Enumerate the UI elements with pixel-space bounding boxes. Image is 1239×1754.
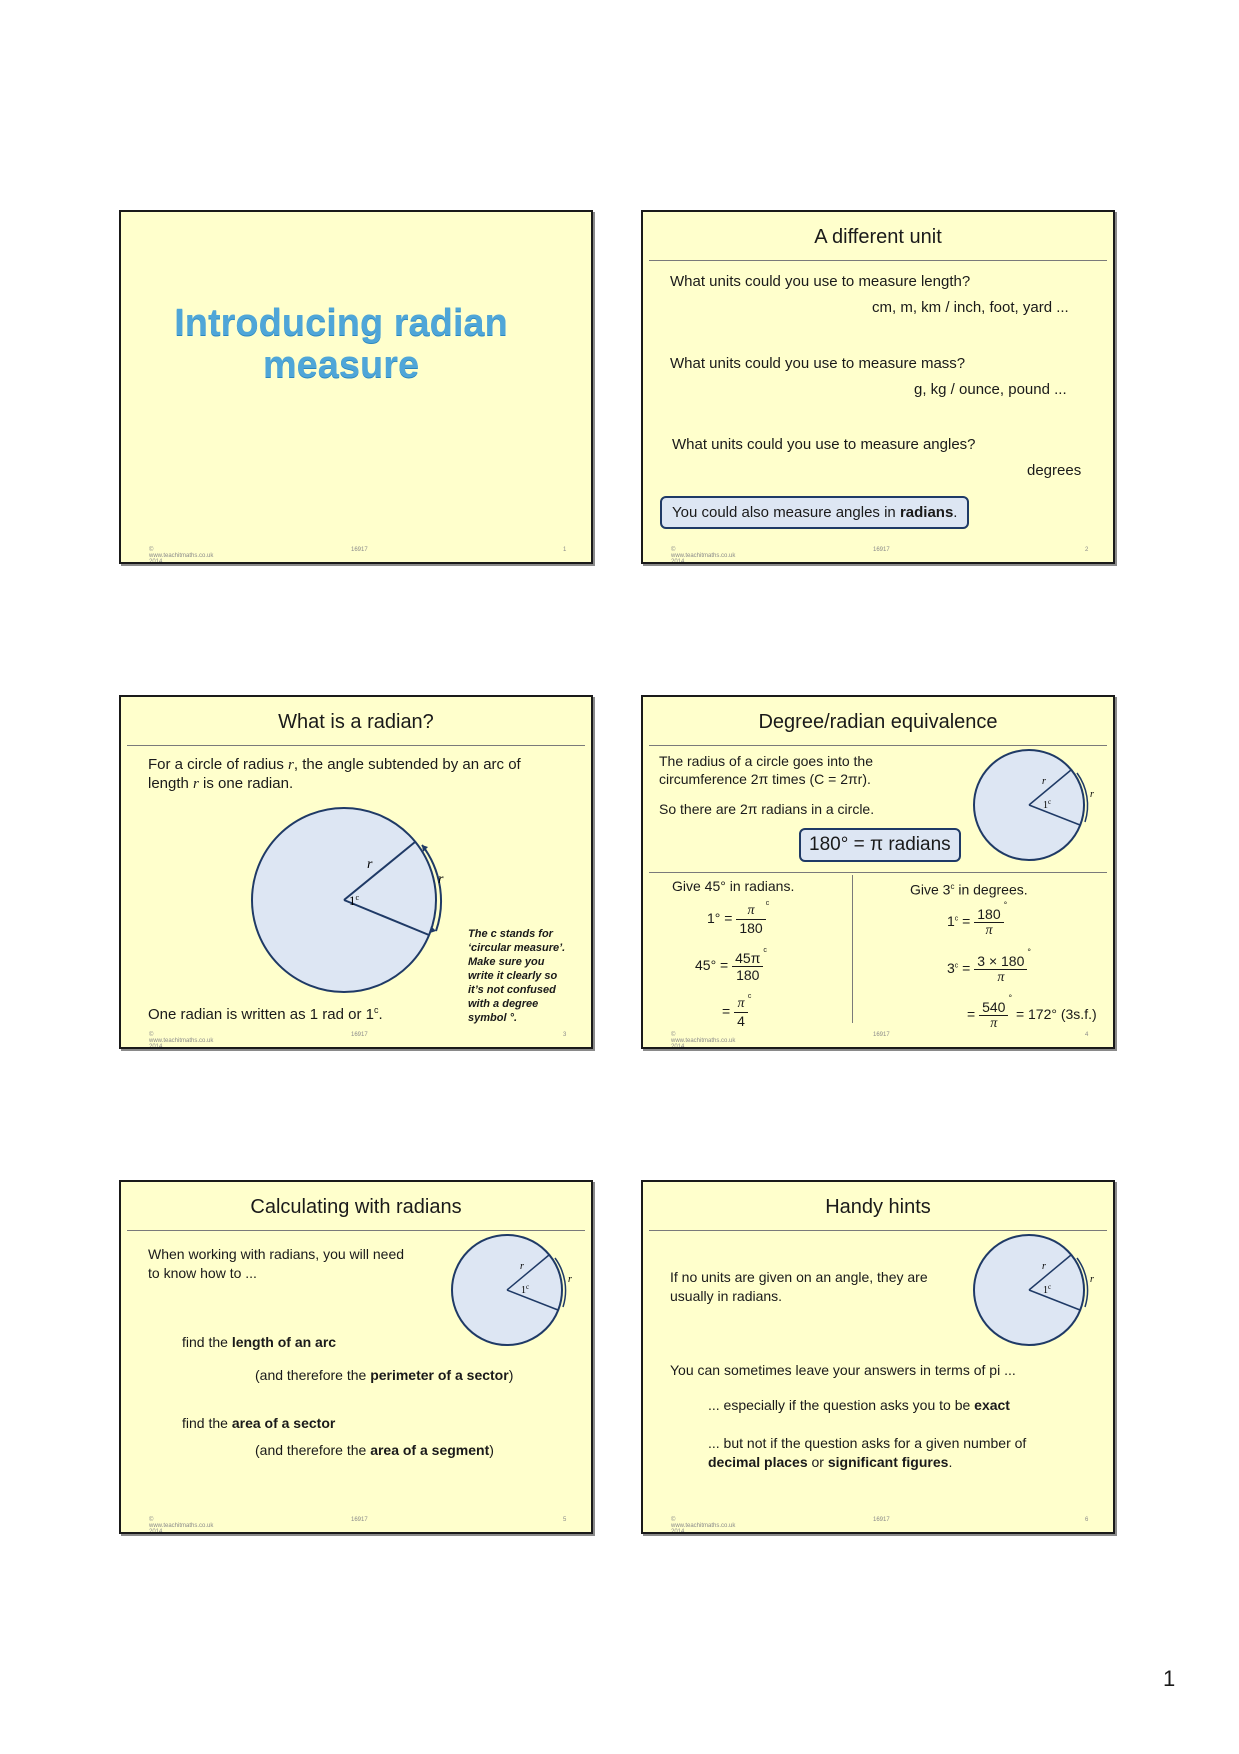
fraction: $\frac{180}{\pi}$ — [974, 906, 1003, 939]
hint-exact: ... especially if the question asks you to be exact — [708, 1397, 1010, 1413]
equation-1-rad-to-deg: $1^c$ = $\frac{180}{\pi}$ ° — [947, 900, 1008, 938]
page-number: 1 — [1163, 1666, 1176, 1691]
item-sector-perimeter: (and therefore the perimeter of a sector) — [255, 1367, 514, 1383]
radius-label: r — [1042, 776, 1046, 787]
slide-3: What is a radian? For a circle of radius r, the angle subtended by an arc of length r is one radian. r r 1$^c$ The c stands for ‘circular measure’. Make sure you write it clearly so it’s not confused with a degree symbol °. One radian is written as 1 rad or 1$^c$. © www.teachitmaths.co.uk 2014 16917 3 — [119, 695, 593, 1049]
slide-title: What is a radian? — [278, 711, 434, 733]
arc-label: r — [438, 872, 444, 887]
equation-3-rad: $3^c$ = $\frac{3 \times 180}{\pi}$ ° — [947, 947, 1031, 985]
item-segment-area: (and therefore the area of a segment) — [255, 1442, 494, 1458]
question-mass: What units could you use to measure mass? — [670, 355, 966, 372]
arc-label: r — [1090, 789, 1094, 800]
fraction: $\frac{540}{\pi}$ — [979, 999, 1008, 1032]
radian-circle-small — [451, 1234, 591, 1354]
hint-default-units: If no units are given on an angle, they are usually in radians. — [670, 1269, 928, 1304]
angle-label: 1$^c$ — [521, 1283, 530, 1296]
arc-label: r — [1090, 1274, 1094, 1285]
intro-text: When working with radians, you will need to know how to ... — [148, 1246, 405, 1281]
hint-terms-of-pi: You can sometimes leave your answers in terms of pi ... — [670, 1362, 1016, 1378]
answer-angles: degrees — [1027, 462, 1082, 479]
slide-title: Handy hints — [825, 1196, 931, 1218]
slide-title: Degree/radian equivalence — [758, 711, 998, 733]
radius-label: r — [367, 857, 373, 872]
example-left-heading: Give 45° in radians. — [672, 878, 795, 894]
hint-decimal-places: ... but not if the question asks for a given number of decimal places or significant figures. — [708, 1435, 1027, 1470]
angle-label: 1$^c$ — [349, 893, 360, 908]
item-sector-area: find the area of a sector — [182, 1415, 336, 1431]
slide-title: A different unit — [814, 226, 942, 248]
question-length: What units could you use to measure length? — [670, 273, 971, 290]
presentation-title: Introducing radian measure — [174, 302, 508, 386]
radian-circle-diagram — [251, 807, 451, 1007]
title-divider — [649, 745, 1107, 746]
section-divider — [649, 872, 1107, 873]
title-divider — [649, 1230, 1107, 1231]
radians-callout: You could also measure angles in radians. — [660, 496, 969, 529]
slide-5: Calculating with radians When working with radians, you will need to know how to ... r r 1$^c$ find the length of an arc (and therefore the perimeter of a sector) find the area of a sector (and therefore the area of a segment) © www.teachitmaths.co.uk 2014 16917 5 — [119, 1180, 593, 1534]
title-divider — [649, 260, 1107, 261]
fraction: $\frac{\pi}{4}$ — [734, 996, 748, 1029]
radius-label: r — [520, 1261, 524, 1272]
slide-6: Handy hints r r 1$^c$ If no units are given on an angle, they are usually in radians. You can sometimes leave your answers in terms of pi ... ... especially if the question asks you to be exact ... but not if the question asks for a given number of decimal places or significant figures. © www.teachitmaths.co.uk 2014 16917 6 — [641, 1180, 1115, 1534]
title-divider — [127, 745, 585, 746]
equation-pi-over-4: = $\frac{\pi}{4}$ $^c$ — [722, 993, 752, 1029]
slide-4: Degree/radian equivalence The radius of a circle goes into the circumference 2π times (C = 2πr). So there are 2π radians in a circle. r r 1$^c$ 180° = π radians Give 45° in radians. Give 3$^c$ in degrees. 1° = $\frac{\pi}{180}$ $^c$ 45° = $\frac{45\pi}{180}$ $^c$ = $\frac{\pi}{4}$ $^c$ $1^c$ = $\frac{180}{\pi}$ ° $3^c$ = $\frac{3 \times 180}{\pi}$ ° = $\frac{540}{\pi}$ ° = 172° (3s.f.) © www.teachitmaths.co.uk 2014 16917 4 — [641, 695, 1115, 1049]
definition-line-1: For a circle of radius r, the angle subtended by an arc of — [148, 756, 521, 773]
radius-label: r — [1042, 1261, 1046, 1272]
arc-label: r — [568, 1274, 572, 1285]
title-divider — [127, 1230, 585, 1231]
fraction: $\frac{3 \times 180}{\pi}$ — [974, 953, 1027, 986]
radian-circle-small — [973, 1234, 1113, 1354]
equivalence-callout: 180° = π radians — [799, 828, 961, 862]
question-angles: What units could you use to measure angles? — [672, 436, 976, 453]
slide-1: Introducing radian measure © www.teachitmaths.co.uk 2014 16917 1 — [119, 210, 593, 564]
answer-mass: g, kg / ounce, pound ... — [914, 381, 1067, 398]
fraction: $\frac{45\pi}{180}$ — [732, 950, 763, 983]
column-divider — [852, 875, 853, 1023]
slide-2: A different unit What units could you use to measure length? cm, m, km / inch, foot, yard ... What units could you use to measure mass? g, kg / ounce, pound ... What units could you use to measure angles? degrees You could also measure angles in radians. © www.teachitmaths.co.uk 2014 16917 2 — [641, 210, 1115, 564]
radian-circle-small — [973, 749, 1113, 869]
circular-measure-note: The c stands for ‘circular measure’. Make sure you write it clearly so it’s not confused with a degree symbol °. — [468, 928, 566, 1024]
arrow-head-bottom — [430, 926, 436, 933]
angle-label: 1$^c$ — [1043, 1283, 1052, 1296]
example-right-heading: Give 3$^c$ in degrees. — [910, 881, 1028, 898]
circumference-text: The radius of a circle goes into the circumference 2π times (C = 2πr). — [659, 753, 874, 787]
definition-line-2: length r is one radian. — [148, 775, 294, 792]
two-pi-text: So there are 2π radians in a circle. — [659, 801, 875, 817]
equation-45-deg: 45° = $\frac{45\pi}{180}$ $^c$ — [695, 947, 767, 983]
hint-decimal-places-line-2: decimal places or significant figures. — [708, 1454, 953, 1470]
fraction: $\frac{\pi}{180}$ — [736, 903, 765, 936]
equation-540-over-pi: = $\frac{540}{\pi}$ ° = 172° (3s.f.) — [967, 993, 1097, 1031]
equation-1-deg-to-rad: 1° = $\frac{\pi}{180}$ $^c$ — [707, 900, 770, 936]
slide-title: Calculating with radians — [250, 1196, 462, 1218]
answer-length: cm, m, km / inch, foot, yard ... — [872, 299, 1069, 316]
angle-label: 1$^c$ — [1043, 798, 1052, 811]
notation-text: One radian is written as 1 rad or 1$^c$. — [148, 1005, 383, 1023]
item-arc-length: find the length of an arc — [182, 1334, 337, 1350]
